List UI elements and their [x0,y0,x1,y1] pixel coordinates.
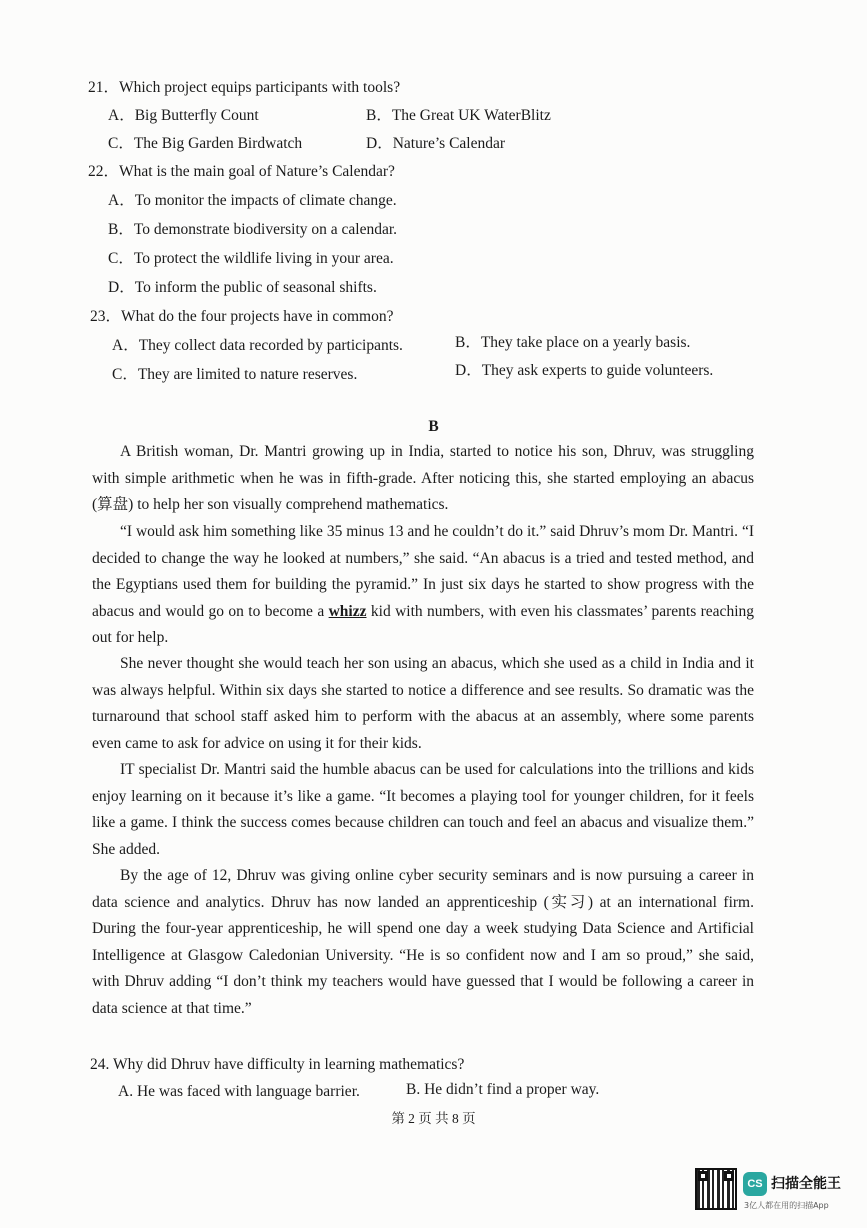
underlined-word-whizz: whizz [328,602,367,620]
q24-option-a: A. He was faced with language barrier. [118,1083,360,1100]
qr-code-icon [695,1168,737,1210]
camscanner-logo-icon: CS [743,1172,767,1196]
q22-stem: 22．What is the main goal of Nature’s Calendar? [88,163,395,180]
page-number-footer: 第 2 页 共 8 页 [391,1111,476,1126]
passage-paragraph-1: A British woman, Dr. Mantri growing up in India, started to notice his son, Dhruv, was struggling with simple arithmetic when he was in fifth-grade. After noticing this, she started employing an abacus (算盘) to help her son visually comprehend mathematics. [92,443,754,513]
q21-option-c: C．The Big Garden Birdwatch [108,135,303,152]
paragraph-2-text-start: “I would ask him something like 35 minus 13 and he couldn’t do it.” said Dhruv’s mom Dr. Mantri. “I decided to change the way he looked at numbers,” she said. “An abacus is a tried and tested method, and the Egyptians used them for building the pyramid.” In just six days he started to show progress with the abacus and would go on to become a [92,523,754,620]
scanner-brand-name: 扫描全能王 [771,1176,841,1192]
q23-option-b: B．They take place on a yearly basis. [455,334,691,351]
passage-paragraph-3: She never thought she would teach her son using an abacus, which she used as a child in India and it was always helpful. Within six days she started to notice a difference and see results. So dramatic was the turnaround that school staff asked him to perform with the abacus at an assembly, where some parents even came to ask for advice on using it for their kids. [92,655,754,752]
section-title: B [428,418,439,435]
q22-option-d: D．To inform the public of seasonal shifts. [108,279,377,296]
q23-option-d: D．They ask experts to guide volunteers. [455,362,714,379]
q21-option-d: D．Nature’s Calendar [366,135,506,152]
q21-option-a: A．Big Butterfly Count [108,107,259,124]
passage-paragraph-4: IT specialist Dr. Mantri said the humble abacus can be used for calculations into the trillions and kids enjoy learning on it because it’s like a game. “It becomes a playing tool for younger children, for it feels like a game. I think the success comes because children can touch and feel an abacus and visualize them.” She added. [92,761,754,858]
paragraph-2-text-end: kid with numbers, with even his classmates’ parents reaching out for help. [92,602,754,646]
q22-option-b: B．To demonstrate biodiversity on a calendar. [108,221,398,238]
q24-option-b: B. He didn’t find a proper way. [406,1081,600,1098]
q23-option-c: C．They are limited to nature reserves. [112,366,358,383]
q23-option-a: A．They collect data recorded by participants. [112,337,403,354]
q24-stem: 24. Why did Dhruv have difficulty in learning mathematics? [90,1056,465,1073]
q21-stem: 21．Which project equips participants with tools? [88,79,401,96]
q22-option-c: C．To protect the wildlife living in your area. [108,250,394,267]
q21-option-b: B．The Great UK WaterBlitz [366,107,551,124]
passage-paragraph-2 [92,519,754,652]
q23-stem: 23．What do the four projects have in common? [90,308,394,325]
passage-paragraph-5: By the age of 12, Dhruv was giving online cyber security seminars and is now pursuing a career in data science and analytics. Dhruv has now landed an apprenticeship (实习) at an international firm. During the four-year apprenticeship, he will spend one day a week studying Data Science and Artificial Intelligence at Glasgow Caledonian University. “He is so confident now and I am so proud,” she said, with Dhruv adding “I don’t think my teachers would have guessed that I would be following a career in data science at that time.” [92,867,754,1017]
q22-option-a: A．To monitor the impacts of climate change. [108,192,397,209]
scanner-tagline: 3亿人都在用的扫描App [744,1201,829,1210]
